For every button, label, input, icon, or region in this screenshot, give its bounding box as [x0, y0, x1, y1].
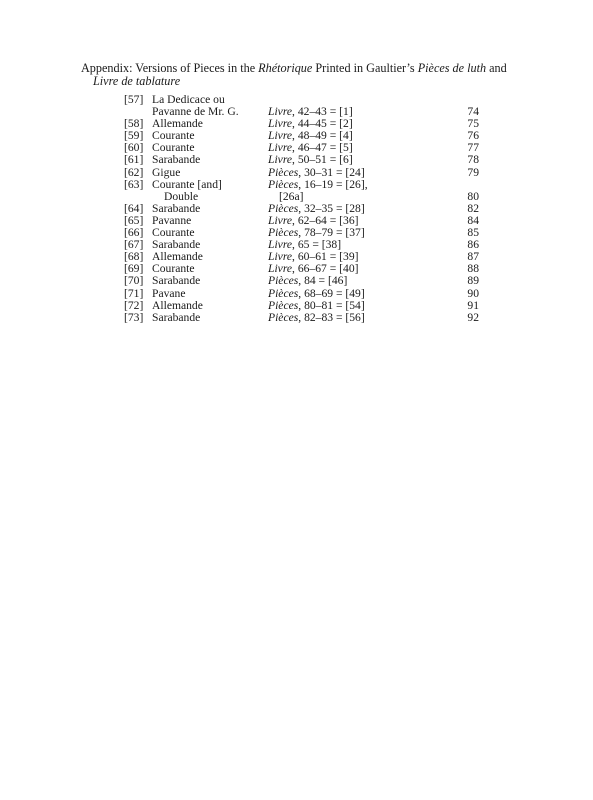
piece-title: Sarabande — [152, 310, 201, 324]
page-number: 91 — [467, 298, 479, 312]
piece-number: [71] — [124, 286, 144, 300]
source-work: Pièces — [268, 165, 299, 179]
heading-text-3: and — [486, 61, 507, 75]
source-reference: , 66–67 = [40] — [292, 262, 359, 276]
piece-title: Sarabande — [152, 201, 201, 215]
source-reference: , 42–43 = [1] — [292, 105, 353, 119]
piece-title: Courante — [152, 141, 195, 155]
source-work: Livre — [268, 129, 293, 143]
piece-title: Double — [164, 189, 199, 203]
page-number: 78 — [467, 153, 479, 167]
source-reference: , 80–81 = [54] — [298, 298, 365, 312]
piece-number: [66] — [124, 226, 144, 240]
source-work: Pièces — [268, 310, 299, 324]
piece-number: [65] — [124, 213, 144, 227]
source-work: Livre — [268, 117, 293, 131]
source-work: Pièces — [268, 286, 299, 300]
piece-number: [69] — [124, 262, 144, 276]
list-item — [124, 312, 479, 324]
piece-number: [63] — [124, 177, 144, 191]
piece-number: [62] — [124, 165, 144, 179]
page-number: 82 — [467, 201, 479, 215]
appendix-heading — [81, 62, 551, 88]
page-number: 85 — [467, 226, 479, 240]
piece-title: Courante — [152, 129, 195, 143]
piece-title: Sarabande — [152, 238, 201, 252]
source-work: Pièces — [268, 274, 299, 288]
source-reference: [26a] — [279, 189, 304, 203]
page-number: 89 — [467, 274, 479, 288]
piece-title: Gigue — [152, 165, 181, 179]
heading-text-2: Printed in Gaultier’s — [312, 61, 418, 75]
heading-work-pieces: Pièces de luth — [417, 61, 487, 75]
piece-title: Courante — [152, 226, 195, 240]
piece-number: [60] — [124, 141, 144, 155]
source-work: Livre — [268, 105, 293, 119]
source-work: Livre — [268, 213, 293, 227]
piece-title: Allemande — [152, 298, 203, 312]
source-work: Livre — [268, 141, 293, 155]
piece-title: Pavane — [152, 286, 186, 300]
piece-title: Pavanne — [152, 213, 192, 227]
heading-work-livre: Livre de tablature — [93, 74, 181, 88]
page-number: 76 — [467, 129, 479, 143]
source-reference: , 65 = [38] — [292, 238, 342, 252]
piece-title: Allemande — [152, 250, 203, 264]
source-work: Pièces — [268, 201, 299, 215]
page-number: 92 — [467, 310, 479, 324]
page-number: 77 — [467, 141, 479, 155]
source-reference: , 16–19 = [26], — [298, 177, 368, 191]
page-number: 75 — [467, 117, 479, 131]
source-work: Pièces — [268, 298, 299, 312]
source-reference: , 84 = [46] — [298, 274, 348, 288]
source-work: Livre — [268, 238, 293, 252]
piece-number: [57] — [124, 93, 144, 106]
page-number: 87 — [467, 250, 479, 264]
piece-title: Pavanne de Mr. G. — [152, 105, 239, 119]
piece-number: [73] — [124, 310, 144, 324]
piece-number: [58] — [124, 117, 144, 131]
page-number: 84 — [467, 213, 479, 227]
piece-number: [67] — [124, 238, 144, 252]
source-reference: , 32–35 = [28] — [298, 201, 365, 215]
source-work: Livre — [268, 262, 293, 276]
heading-text-1: Appendix: Versions of Pieces in the — [81, 61, 259, 75]
piece-number: [70] — [124, 274, 144, 288]
piece-title: Sarabande — [152, 274, 201, 288]
page-number: 86 — [467, 238, 479, 252]
piece-title: Allemande — [152, 117, 203, 131]
piece-number: [72] — [124, 298, 144, 312]
piece-number: [68] — [124, 250, 144, 264]
page-number: 88 — [467, 262, 479, 276]
piece-source — [268, 312, 365, 324]
piece-number: [59] — [124, 129, 144, 143]
source-work: Livre — [268, 250, 293, 264]
piece-title: Courante — [152, 262, 195, 276]
piece-title: La Dedicace ou — [152, 93, 225, 106]
source-reference: , 60–61 = [39] — [292, 250, 359, 264]
piece-number: [64] — [124, 201, 144, 215]
source-work: Pièces — [268, 226, 299, 240]
pieces-list — [124, 94, 479, 324]
piece-title: Sarabande — [152, 153, 201, 167]
source-reference: , 48–49 = [4] — [292, 129, 353, 143]
source-reference: , 50–51 = [6] — [292, 153, 353, 167]
source-reference: , 46–47 = [5] — [292, 141, 353, 155]
heading-work-rhetorique: Rhétorique — [258, 61, 313, 75]
source-reference: , 68–69 = [49] — [298, 286, 365, 300]
page-number: 80 — [467, 189, 479, 203]
piece-title: Courante [and] — [152, 177, 222, 191]
page-number: 79 — [467, 165, 479, 179]
page-number: 74 — [467, 105, 479, 119]
source-reference: , 30–31 = [24] — [298, 165, 365, 179]
source-reference: , 82–83 = [56] — [298, 310, 365, 324]
source-work: Livre — [268, 153, 293, 167]
heading-line-2 — [81, 75, 551, 88]
source-reference: , 78–79 = [37] — [298, 226, 365, 240]
source-work: Pièces — [268, 177, 299, 191]
source-reference: , 62–64 = [36] — [292, 213, 359, 227]
page-number: 90 — [467, 286, 479, 300]
piece-number: [61] — [124, 153, 144, 167]
source-reference: , 44–45 = [2] — [292, 117, 353, 131]
